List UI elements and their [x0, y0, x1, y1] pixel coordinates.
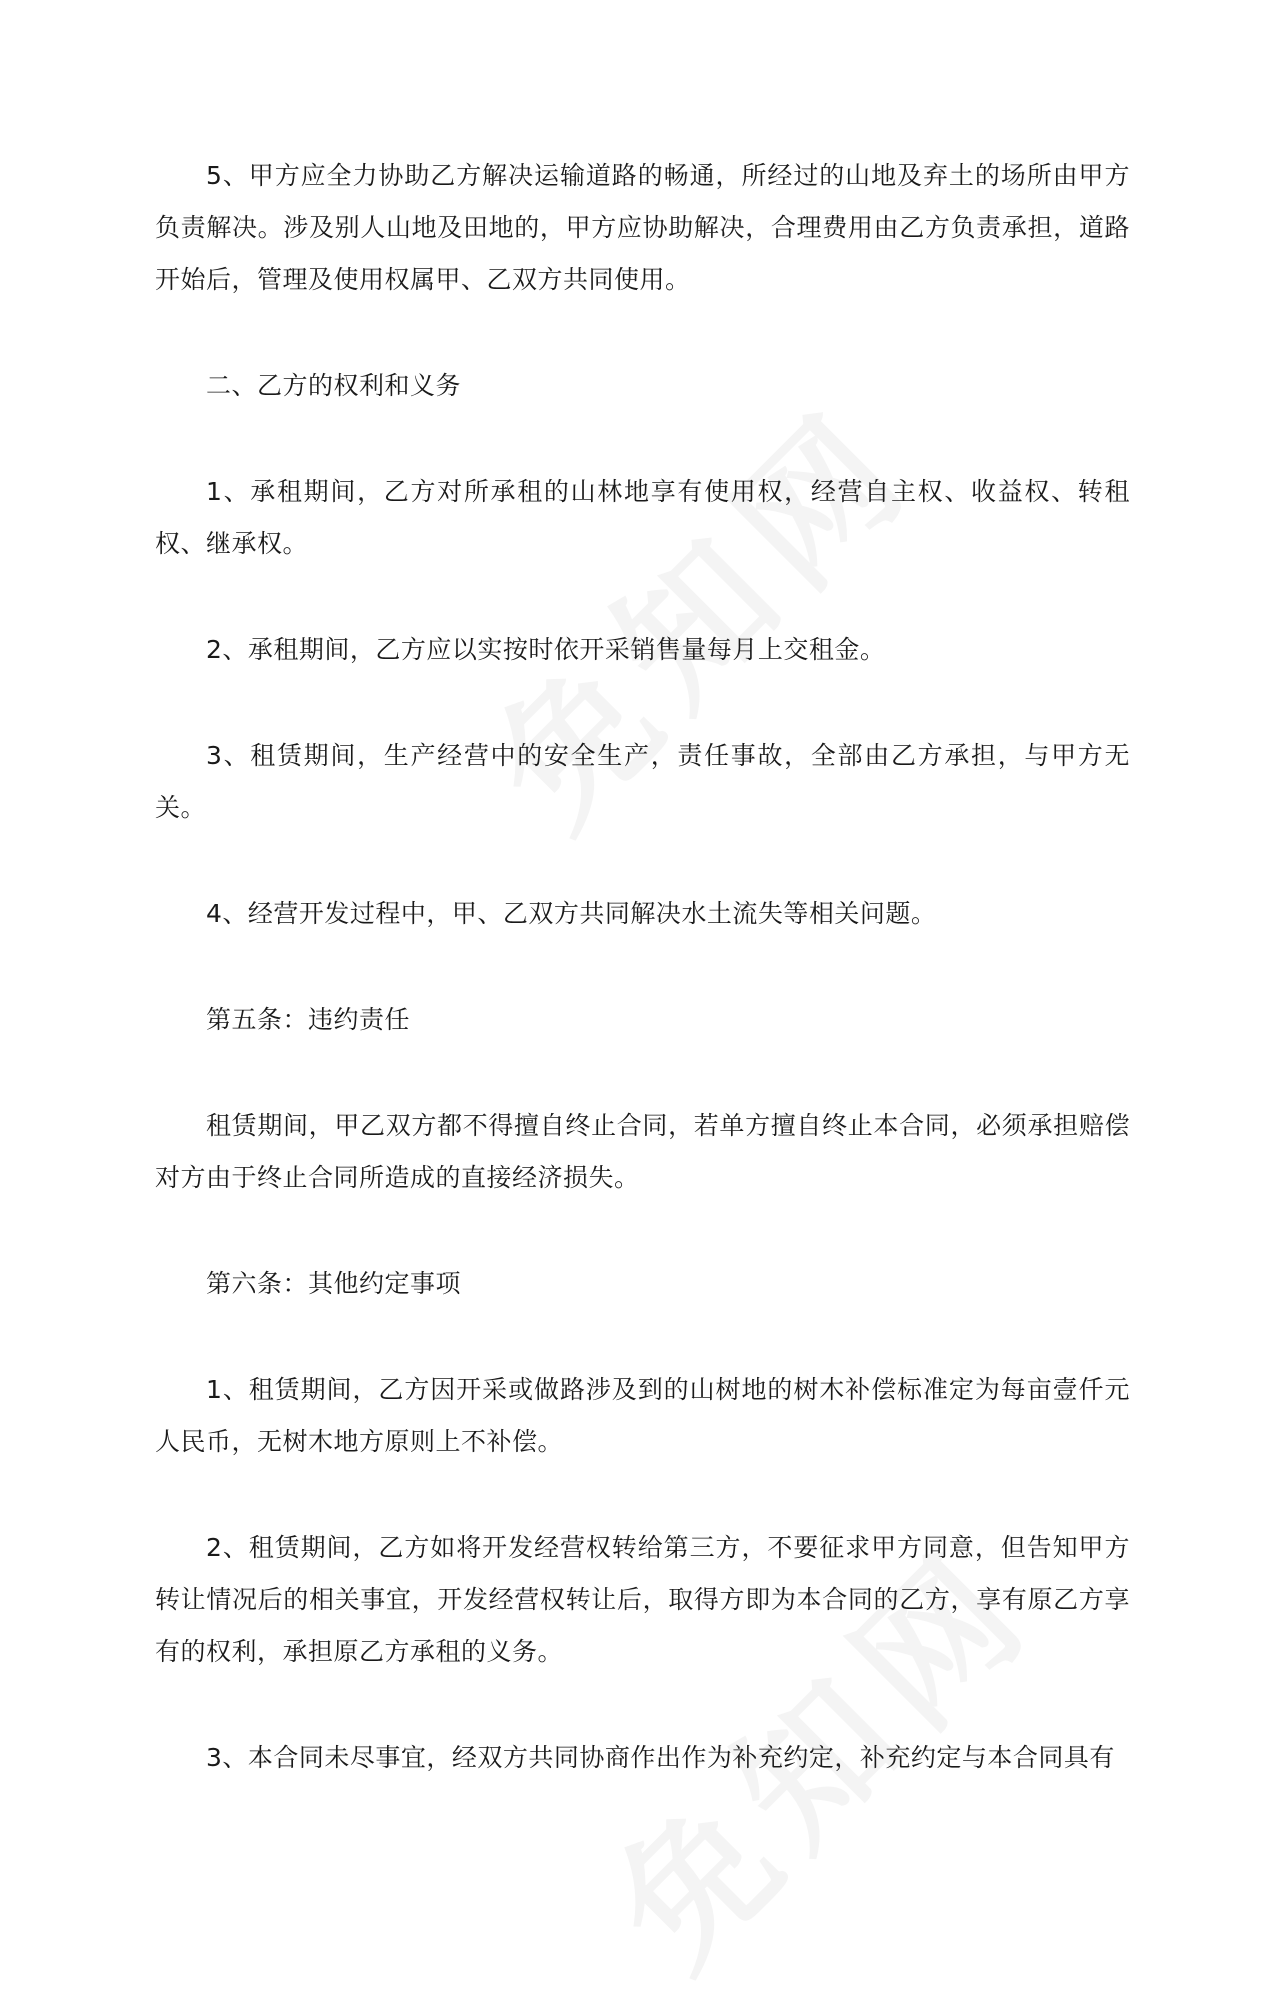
section-heading: 第五条：违约责任	[206, 1005, 411, 1034]
clause-paragraph: 3、租赁期间，生产经营中的安全生产，责任事故，全部由乙方承担，与甲方无关。	[155, 741, 1130, 822]
section-heading: 二、乙方的权利和义务	[206, 371, 462, 400]
clause-paragraph: 租赁期间，甲乙双方都不得擅自终止合同，若单方擅自终止本合同，必须承担赔偿对方由于终止合同所造成的直接经济损失。	[155, 1111, 1130, 1192]
section-heading: 第六条：其他约定事项	[206, 1269, 462, 1298]
document-body	[155, 150, 1130, 1838]
clause-paragraph: 5、甲方应全力协助乙方解决运输道路的畅通，所经过的山地及弃土的场所由甲方负责解决。涉及别人山地及田地的，甲方应协助解决，合理费用由乙方负责承担，道路开始后，管理及使用权属甲、乙双方共同使用。	[155, 161, 1130, 294]
clause-paragraph: 1、租赁期间，乙方因开采或做路涉及到的山树地的树木补偿标准定为每亩壹仟元人民币，无树木地方原则上不补偿。	[155, 1375, 1130, 1456]
clause-paragraph: 4、经营开发过程中，甲、乙双方共同解决水土流失等相关问题。	[206, 899, 937, 928]
clause-paragraph: 3、本合同未尽事宜，经双方共同协商作出作为补充约定，补充约定与本合同具有	[206, 1743, 1115, 1772]
clause-paragraph: 2、承租期间，乙方应以实按时依开采销售量每月上交租金。	[206, 635, 886, 664]
clause-paragraph: 1、承租期间，乙方对所承租的山林地享有使用权，经营自主权、收益权、转租权、继承权。	[155, 477, 1130, 558]
clause-paragraph: 2、租赁期间，乙方如将开发经营权转给第三方，不要征求甲方同意，但告知甲方转让情况后的相关事宜，开发经营权转让后，取得方即为本合同的乙方，享有原乙方享有的权利，承担原乙方承租的义务。	[155, 1533, 1130, 1666]
